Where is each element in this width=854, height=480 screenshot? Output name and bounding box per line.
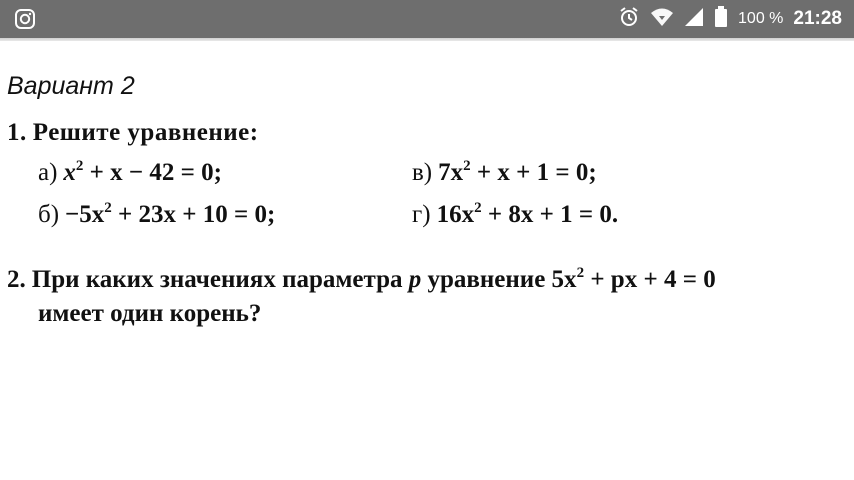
equation-rest: + x − 42 = 0; [83, 159, 222, 186]
equation-v [412, 159, 597, 187]
alarm-icon [618, 6, 640, 33]
exponent: 2 [474, 200, 482, 216]
exponent: 2 [576, 265, 585, 281]
exponent: 2 [75, 158, 84, 174]
equation-term: 7x [438, 159, 464, 186]
equation-label: б) [38, 201, 60, 228]
exponent: 2 [104, 200, 112, 216]
parameter-symbol: p [408, 266, 422, 293]
task1-title: Решите уравнение: [32, 119, 259, 146]
equation-label: в) [412, 159, 433, 186]
equation-rest: + 23x + 10 = 0; [111, 201, 276, 228]
instagram-icon [14, 8, 36, 35]
equation-a [38, 159, 222, 187]
wifi-icon [650, 7, 674, 32]
task2-question [7, 266, 716, 294]
equation-b [38, 201, 275, 229]
equation-rest: + x + 1 = 0; [470, 159, 597, 186]
equation-rest: + 8x + 1 = 0. [481, 201, 619, 228]
task2-number: 2. [7, 266, 26, 293]
battery-percent: 100 % [738, 10, 784, 27]
clock-time: 21:28 [793, 8, 842, 29]
variant-title: Вариант 2 [7, 72, 135, 100]
task2-question-line2: имеет один корень? [38, 300, 262, 327]
equation-label: а) [38, 159, 58, 186]
equation-term: 16x [436, 201, 475, 228]
equation-term: x [63, 159, 76, 186]
task2-text-suffix: + px + 4 = 0 [584, 266, 716, 293]
task2-text-mid: уравнение 5x [421, 266, 577, 293]
equation-term: −5x [65, 201, 105, 228]
status-bar [0, 0, 854, 38]
exponent: 2 [463, 158, 471, 174]
equation-label: г) [412, 201, 431, 228]
task1-heading [7, 119, 259, 147]
task1-number: 1. [7, 119, 27, 146]
document-photo [0, 41, 854, 480]
task2-text-prefix: При каких значениях параметра [31, 266, 409, 293]
battery-icon [714, 6, 728, 33]
signal-icon [684, 7, 704, 32]
equation-g [412, 201, 618, 229]
